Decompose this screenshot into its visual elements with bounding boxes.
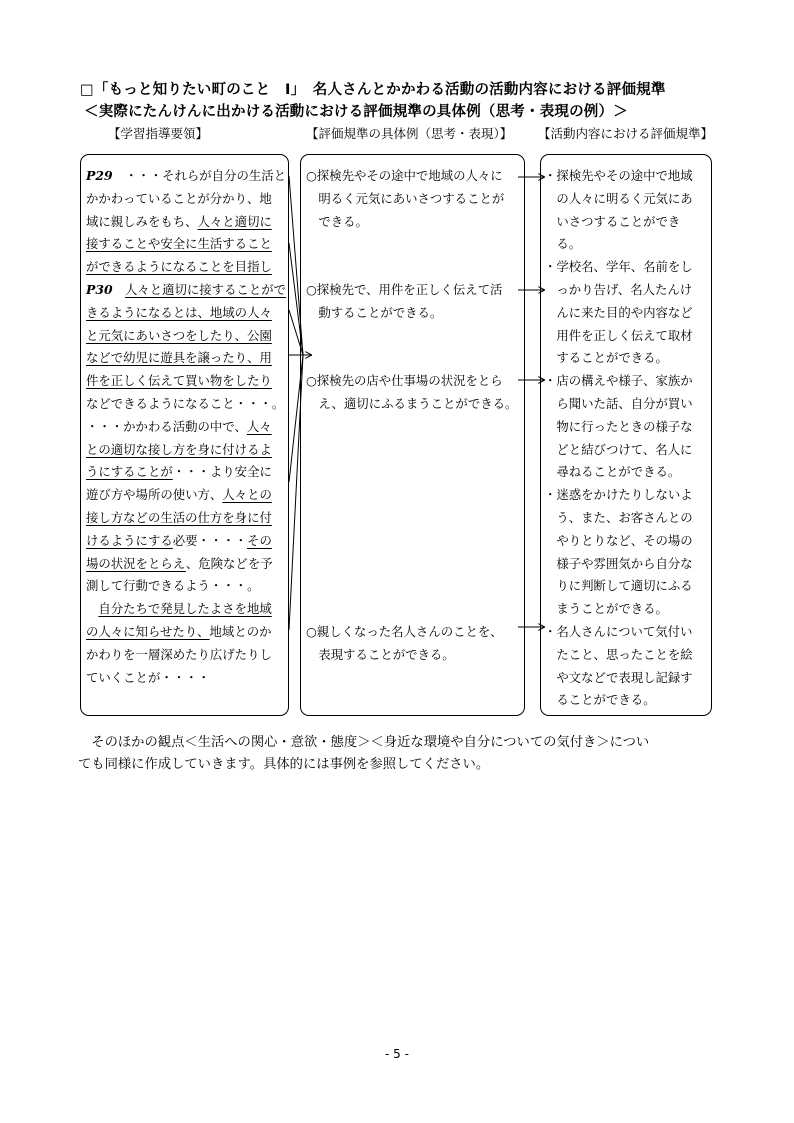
guideline-text-segment: 接することや安全に生活すること (86, 236, 272, 252)
guideline-text-segment: うにすることが (86, 464, 173, 480)
page-reference: P30 (86, 282, 113, 297)
column-heading-criteria-examples: 【評価規準の具体例（思考・表現）】 (306, 126, 513, 141)
note-line-2: ても同様に作成していきます。具体的には事例を参照してください。 (78, 757, 490, 772)
activity-criterion-line: ・名人さんについて気付い (544, 624, 693, 639)
activity-criterion-line: たこと、思ったことを絵 (544, 646, 693, 662)
guideline-text-segment: かかわっていることが分かり、地 (86, 190, 272, 206)
criteria-example-line: ○探検先の店や仕事場の状況をとら (306, 373, 503, 389)
guideline-text-segment: との適切な接し方を身に付けるよ (86, 441, 272, 457)
page-subtitle: ＜実際にたんけんに出かける活動における評価規準の具体例（思考・表現の例）＞ (84, 104, 628, 120)
activity-criterion-line: ・迷惑をかけたりしないよ (544, 487, 693, 503)
criteria-example-line: ○探検先やその途中で地域の人々に (306, 168, 503, 183)
guideline-text-segment: 人々と適切に接することがで (124, 282, 287, 297)
guideline-text-segment: ていくことが・・・・ (86, 669, 210, 685)
criteria-example-line: ○探検先で、用件を正しく伝えて活 (306, 282, 503, 297)
guideline-text-segment: ができるようになることを目指し (86, 259, 272, 275)
criteria-example-line: 動することができる。 (306, 304, 443, 320)
guideline-text-segment: けるようにする (86, 532, 173, 548)
activity-criterion-line: っかり告げ、名人たんけ (544, 282, 693, 297)
activity-criterion-line: 様子や雰囲気から自分な (544, 555, 693, 571)
guideline-text-segment: その (247, 532, 272, 548)
activity-criterion-line: んに来た目的や内容など (544, 304, 693, 320)
page-title: □「もっと知りたい町のこと Ⅰ」 名人さんとかかわる活動の活動内容における評価規準 (80, 82, 666, 98)
activity-criterion-line: ることができる。 (544, 692, 656, 708)
guideline-text-segment: などできるようになること・・・。 (86, 396, 285, 411)
criteria-example-line: 明るく元気にあいさつすることが (306, 190, 505, 206)
guideline-text-segment: 、危険などを予 (185, 555, 273, 571)
criteria-example-line: 表現することができる。 (306, 646, 455, 662)
note-line-1: そのほかの観点＜生活への関心・意欲・態度＞＜身近な環境や自分についての気付き＞につい (78, 735, 650, 750)
activity-criterion-line: やりとりなど、その場の (544, 532, 693, 548)
activity-criterion-line: や文などで表現し記録す (544, 669, 693, 685)
activity-criterion-line: りに判断して適切にふる (544, 578, 693, 594)
guideline-text-segment: ・・・それらが自分の生活と (112, 168, 287, 183)
connector-arrow-guideline-4 (289, 355, 303, 482)
guideline-text-segment: と元気にあいさつをしたり、公園 (86, 327, 272, 343)
guideline-text-segment: ・・・より安全に (172, 464, 272, 480)
guideline-text-segment: 地域とのか (209, 624, 272, 639)
column-heading-activity-criteria: 【活動内容における評価規準】 (538, 126, 714, 141)
guideline-text-segment: 接し方などの生活の仕方を身に付 (86, 510, 272, 525)
guideline-text-segment: 件を正しく伝えて買い物をしたり (86, 373, 272, 389)
guideline-text-segment: 測して行動できるよう・・・。 (86, 578, 260, 594)
guideline-text-segment: などで幼児に遊具を譲ったり、用 (86, 350, 272, 366)
guideline-text-segment: ・・・かかわる活動の中で、 (86, 418, 247, 434)
activity-criterion-line: う、また、お客さんとの (544, 510, 693, 525)
activity-criterion-line: いさつすることができ (544, 213, 681, 229)
criteria-example-line: できる。 (306, 213, 368, 229)
activity-criterion-line: ・学校名、学年、名前をし (544, 259, 693, 275)
connector-arrow-guideline-1 (289, 176, 303, 355)
activity-criterion-line: まうことができる。 (544, 601, 668, 617)
guideline-text-segment: 遊び方や場所の使い方、 (86, 487, 223, 503)
guideline-text-segment: 人々と適切に (197, 213, 272, 229)
guideline-text-segment: 自分たちで発見したよさを地域 (98, 601, 272, 617)
activity-criterion-line: 物に行ったときの様子な (544, 418, 693, 434)
guideline-text-segment: かわりを一層深めたり広げたりし (86, 646, 272, 662)
activity-criterion-line: 用件を正しく伝えて取材 (544, 327, 693, 343)
guideline-text-segment: 人々 (246, 418, 272, 434)
criteria-example-line: ○親しくなった名人さんのことを、 (306, 624, 503, 639)
activity-criterion-line: る。 (544, 236, 582, 252)
activity-criterion-line: 尋ねることができる。 (544, 464, 681, 480)
connector-arrow-guideline-5 (289, 355, 303, 630)
guideline-text-segment: 人々との (222, 487, 272, 503)
activity-criterion-line: の人々に明るく元気にあ (544, 190, 693, 206)
activity-criterion-line: ・店の構えや様子、家族か (544, 373, 693, 389)
column-heading-guidelines: 【学習指導要領】 (108, 126, 209, 141)
guideline-text-segment: 場の状況をとらえ (86, 555, 186, 571)
activity-criterion-line: どと結びつけて、名人に (544, 441, 693, 457)
guideline-text-segment: 必要・・・・ (172, 532, 248, 548)
page-number: - 5 - (385, 1047, 409, 1061)
criteria-example-line: え、適切にふるまうことができる。 (306, 396, 518, 411)
activity-criterion-line: ・探検先やその途中で地域 (544, 168, 693, 183)
guideline-text-segment: 域に親しみをもち、 (86, 213, 198, 229)
guideline-text-segment: の人々に知らせたり、 (86, 624, 210, 639)
guideline-text-segment: きるようになるとは、地域の人々 (86, 304, 272, 320)
activity-criterion-line: することができる。 (544, 350, 668, 366)
page-reference: P29 (86, 168, 113, 183)
activity-criterion-line: ら聞いた話、自分が買い (544, 396, 693, 411)
